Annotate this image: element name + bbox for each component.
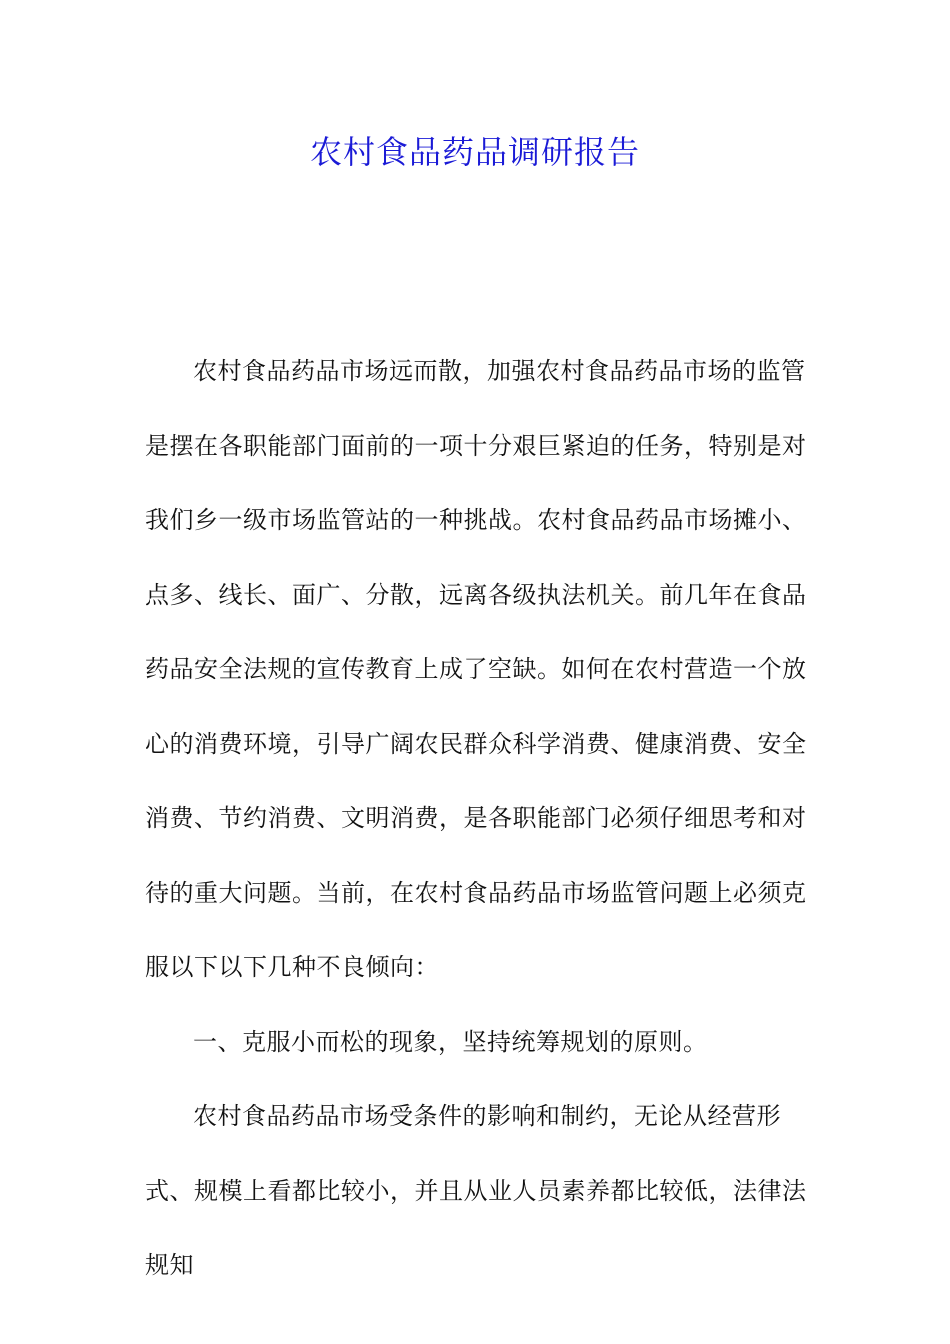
document-body [145, 334, 825, 1303]
paragraph-intro: 农村食品药品市场远而散，加强农村食品药品市场的监管是摆在各职能部门面前的一项十分艰巨紧迫的任务，特别是对我们乡一级市场监管站的一种挑战。农村食品药品市场摊小、点多、线长、面广、分散，远离各级执法机关。前几年在食品药品安全法规的宣传教育上成了空缺。如何在农村营造一个放心的消费环境，引导广阔农民群众科学消费、健康消费、安全消费、节约消费、文明消费，是各职能部门必须仔细思考和对待的重大问题。当前，在农村食品药品市场监管问题上必须克服以下以下几种不良倾向： [145, 357, 807, 981]
paragraph-section-one: 农村食品药品市场受条件的影响和制约，无论从经营形式、规模上看都比较小，并且从业人员素养都比较低，法律法规知 [145, 1102, 807, 1279]
document-title: 农村食品药品调研报告 [309, 133, 640, 171]
paragraph-heading-one: 一、克服小而松的现象，坚持统筹规划的原则。 [193, 1027, 708, 1056]
